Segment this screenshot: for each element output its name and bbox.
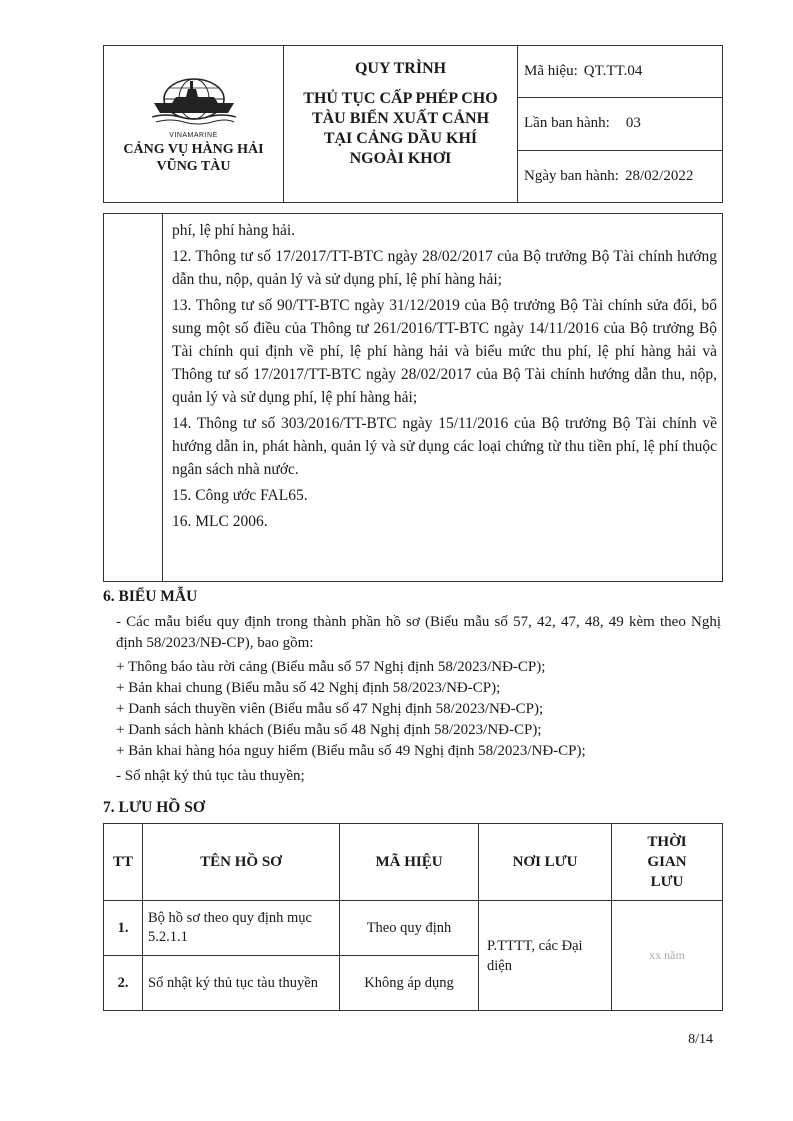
page-number: 8/14 (688, 1032, 713, 1047)
vinamarine-logo (146, 73, 242, 131)
organization-name (123, 141, 263, 175)
legal-basis-item: 12. Thông tư số 17/2017/TT-BTC ngày 28/02/2017 của Bộ trưởng Bộ Tài chính hướng dẫn thu, nộp, quản lý và sử dụng phí, lệ phí hàng hải; (172, 248, 717, 288)
record-code: Theo quy định (340, 901, 479, 956)
legal-basis-item: 16. MLC 2006. (172, 513, 268, 530)
record-code: Không áp dụng (340, 956, 479, 1011)
issue-number-label: Lần ban hành: (524, 115, 610, 132)
issue-date-row (518, 151, 722, 202)
record-name: Bộ hồ sơ theo quy định mục 5.2.1.1 (143, 901, 340, 956)
issue-date-value: 28/02/2022 (624, 167, 694, 184)
forms-section-title: 6. BIỂU MẪU (103, 588, 198, 605)
legal-basis-item: 14. Thông tư số 303/2016/TT-BTC ngày 15/11/2016 của Bộ trưởng Bộ Tài chính về hướng dẫn in, phát hành, quản lý và sử dụng các loại chứng từ thu tiền phí, lệ phí thuộc ngân sách nhà nước. (172, 415, 717, 478)
records-header-row (104, 824, 723, 901)
procedure-title-line: THỦ TỤC CẤP PHÉP CHO (303, 90, 498, 107)
form-list-item: + Bản khai chung (Biểu mẫu số 42 Nghị định 58/2023/NĐ-CP); (116, 680, 501, 696)
organization-cell (104, 46, 284, 202)
row-number: 1. (104, 901, 143, 956)
row-number: 2. (104, 956, 143, 1011)
legal-basis-item: phí, lệ phí hàng hải. (172, 222, 296, 239)
organization-line-1: CẢNG VỤ HÀNG HẢI (123, 142, 264, 157)
table-row (104, 901, 723, 956)
legal-basis-number-column (104, 214, 163, 581)
document-meta-cell (518, 46, 722, 202)
document-code-label: Mã hiệu: (524, 63, 578, 80)
header-storage-place: NƠI LƯU (479, 824, 612, 901)
form-list-item: + Thông báo tàu rời cảng (Biểu mẫu số 57 Nghị định 58/2023/NĐ-CP); (116, 659, 546, 675)
procedure-title-line: TẠI CẢNG DẦU KHÍ (323, 130, 478, 147)
form-list-item: + Bản khai hàng hóa nguy hiểm (Biểu mẫu số 49 Nghị định 58/2023/NĐ-CP); (116, 743, 586, 759)
document-code-row (518, 46, 722, 98)
header-tt: TT (104, 824, 143, 901)
forms-section-body (116, 612, 721, 787)
issue-date-label: Ngày ban hành: (524, 167, 619, 184)
form-list-item: + Danh sách thuyền viên (Biểu mẫu số 47 Nghị định 58/2023/NĐ-CP); (116, 701, 544, 717)
header-record-code: MÃ HIỆU (340, 824, 479, 901)
issue-number-row (518, 98, 722, 150)
header-retention-time (612, 824, 723, 901)
records-section-title: 7. LƯU HỒ SƠ (103, 799, 205, 816)
header-record-name: TÊN HỒ SƠ (143, 824, 340, 901)
procedure-title-line: TÀU BIỂN XUẤT CẢNH (311, 110, 490, 127)
legal-basis-content (163, 214, 722, 581)
legal-basis-item: 13. Thông tư số 90/TT-BTC ngày 31/12/2019 của Bộ trưởng Bộ Tài chính sửa đổi, bổ sung một số điều của Thông tư 261/2016/TT-BTC ngày 14/11/2016 của Bộ trưởng Bộ Tài chính qui định về phí, lệ phí hàng hải và biểu mức thu phí, lệ phí hàng hải và Thông tư số 17/2017/TT-BTC ngày 28/02/2017 của Bộ Tài chính hướng dẫn thu, nộp, quản lý và sử dụng phí, lệ phí hàng hải; (172, 297, 717, 406)
forms-intro: - Các mẫu biểu quy định trong thành phần hồ sơ (Biểu mẫu số 57, 42, 47, 48, 49 kèm theo Nghị định 58/2023/NĐ-CP), bao gồm: (116, 614, 721, 651)
document-code-value: QT.TT.04 (583, 63, 643, 80)
issue-number-value: 03 (625, 115, 641, 132)
document-header (103, 45, 723, 203)
legal-basis-table (103, 213, 723, 582)
retention-time: xx năm (612, 901, 723, 1011)
legal-basis-item: 15. Công ước FAL65. (172, 487, 308, 504)
logo-caption: VINAMARINE (169, 132, 218, 139)
record-name: Sổ nhật ký thủ tục tàu thuyền (143, 956, 340, 1011)
organization-line-2: VŨNG TÀU (156, 159, 231, 174)
forms-log-item: - Sổ nhật ký thủ tục tàu thuyền; (116, 768, 305, 784)
header-retention-line: GIAN (647, 854, 687, 870)
records-table (103, 823, 723, 1011)
procedure-title-line: NGOÀI KHƠI (349, 150, 452, 167)
storage-place: P.TTTT, các Đại diện (479, 901, 612, 1011)
procedure-cell (284, 46, 518, 202)
header-retention-line: THỜI (647, 834, 687, 850)
procedure-label: QUY TRÌNH (354, 60, 447, 77)
form-list-item: + Danh sách hành khách (Biểu mẫu số 48 Nghị định 58/2023/NĐ-CP); (116, 722, 542, 738)
header-retention-line: LƯU (650, 874, 684, 890)
procedure-title (303, 89, 497, 169)
